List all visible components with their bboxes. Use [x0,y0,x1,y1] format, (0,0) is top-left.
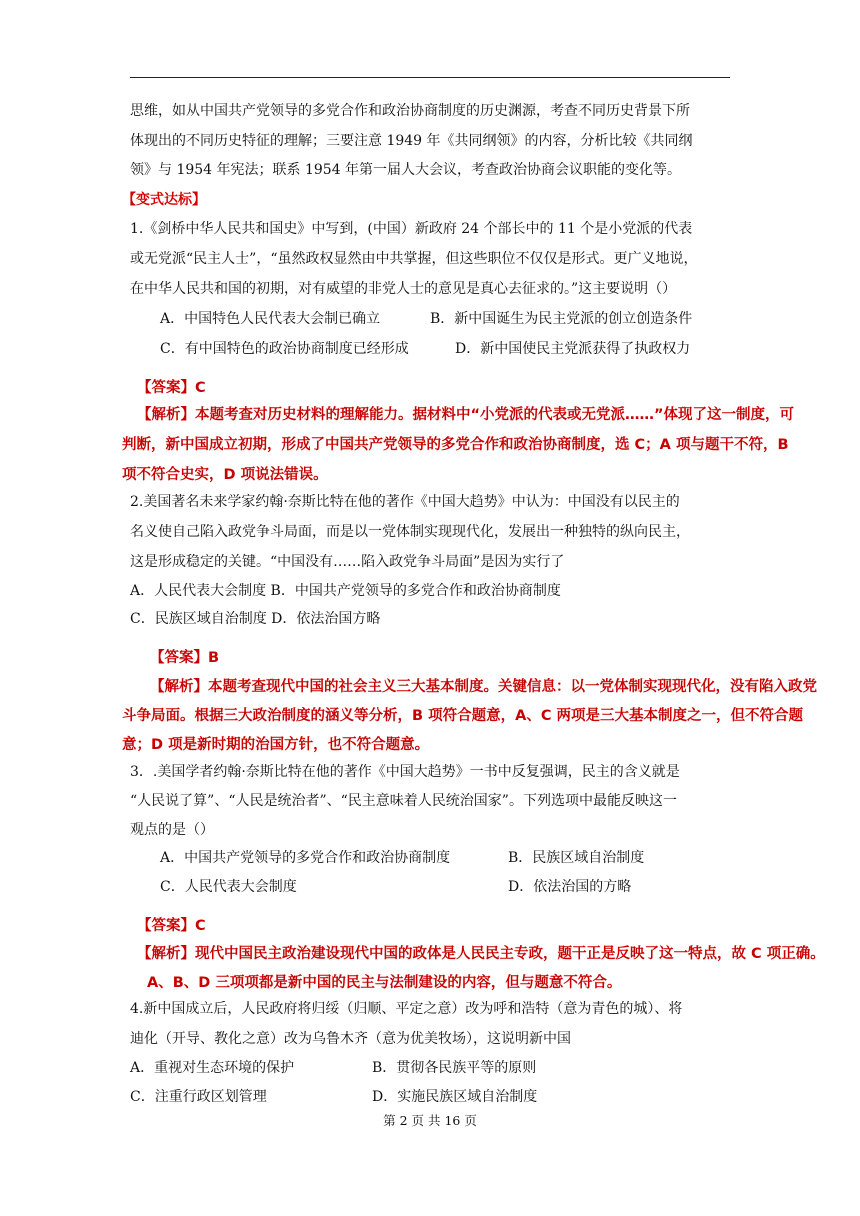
q1-option-c: C．有中国特色的政治协商制度已经形成 [160,341,409,357]
page-footer: 第 2 页 共 16 页 [383,1113,477,1128]
section-title: 【变式达标】 [122,192,206,208]
q2-analysis-line: 意；D 项是新时期的治国方针，也不符合题意。 [122,737,430,753]
q1-analysis-line: 项不符合史实，D 项说法错误。 [122,467,328,483]
q2-stem-line: 2.美国著名未来学家约翰·奈斯比特在他的著作《中国大趋势》中认为：中国没有以民主的 [130,494,680,510]
q3-analysis-line: 【解析】现代中国民主政治建设现代中国的政体是人民民主专政，题干正是反映了这一特点，故 C 项正确。 [137,946,825,962]
q4-option-c: C．注重行政区划管理 [130,1089,267,1105]
intro-line: 思维，如从中国共产党领导的多党合作和政治协商制度的历史渊源，考查不同历史背景下所 [130,103,690,119]
header-rule [130,77,730,78]
q4-option-d: D．实施民族区域自治制度 [372,1089,538,1105]
q1-stem-line: 或无党派“民主人士”，“虽然政权显然由中共掌握，但这些职位不仅仅是形式。更广义地说， [130,251,698,267]
intro-line: 体现出的不同历史特征的理解；三要注意 1949 年《共同纲领》的内容，分析比较《共同纲 [130,133,693,149]
q1-stem-line: 1.《剑桥中华人民共和国史》中写到，(中国）新政府 24 个部长中的 11 个是小党派的代表 [130,221,693,237]
q2-stem-line: 名义使自己陷入政党争斗局面，而是以一党体制实现现代化，发展出一种独特的纵向民主， [130,524,690,540]
q3-analysis-line: A、B、D 三项项都是新中国的民主与法制建设的内容，但与题意不符合。 [147,975,622,991]
q3-stem-line: “人民说了算”、“人民是统治者”、“民主意味着人民统治国家”。下列选项中最能反映这一 [130,793,677,809]
q3-stem-line: 观点的是（） [130,822,214,838]
q1-option-a: A．中国特色人民代表大会制已确立 [160,311,381,327]
q2-analysis-line: 斗争局面。根据三大政治制度的涵义等分析，B 项符合题意，A、C 两项是三大基本制度之一，但不符合题 [122,708,804,724]
intro-line: 领》与 1954 年宪法；联系 1954 年第一届人大会议，考查政治协商会议职能的变化等。 [130,162,682,178]
q1-stem-line: 在中华人民共和国的初期，对有威望的非党人士的意见是真心去征求的。”这主要说明（） [130,281,677,297]
q3-option-a: A．中国共产党领导的多党合作和政治协商制度 [160,850,451,866]
q2-option-line: C．民族区域自治制度 D．依法治国方略 [130,611,381,627]
q1-option-d: D．新中国使民主党派获得了执政权力 [455,341,691,357]
q4-stem-line: 4.新中国成立后，人民政府将归绥（归顺、平定之意）改为呼和浩特（意为青色的城）、将 [130,1001,683,1017]
q4-option-b: B．贯彻各民族平等的原则 [372,1060,537,1076]
q1-answer: 【答案】C [137,380,206,396]
q4-option-a: A．重视对生态环境的保护 [130,1060,295,1076]
q3-stem-line: 3．.美国学者约翰·奈斯比特在他的著作《中国大趋势》一书中反复强调，民主的含义就是 [130,764,680,780]
q3-answer: 【答案】C [137,918,206,934]
q4-stem-line: 迪化（开导、教化之意）改为乌鲁木齐（意为优美牧场），这说明新中国 [130,1031,571,1047]
q3-option-c: C．人民代表大会制度 [160,879,297,895]
q2-analysis-line: 【解析】本题考查现代中国的社会主义三大基本制度。关键信息：以一党体制实现现代化，没有陷入政党 [150,679,817,695]
q1-analysis-line: 判断，新中国成立初期，形成了中国共产党领导的多党合作和政治协商制度，选 C；A 项与题干不符，B [122,437,789,453]
q2-option-line: A．人民代表大会制度 B．中国共产党领导的多党合作和政治协商制度 [130,583,561,599]
q2-answer: 【答案】B [150,650,220,666]
q2-stem-line: 这是形成稳定的关键。“中国没有……陷入政党争斗局面”是因为实行了 [130,554,565,570]
q1-analysis-line: 【解析】本题考查对历史材料的理解能力。据材料中“小党派的代表或无党派……”体现了这一制度，可 [137,407,795,423]
q3-option-d: D．依法治国的方略 [508,879,632,895]
q1-option-b: B．新中国诞生为民主党派的创立创造条件 [430,311,693,327]
q3-option-b: B．民族区域自治制度 [508,850,645,866]
